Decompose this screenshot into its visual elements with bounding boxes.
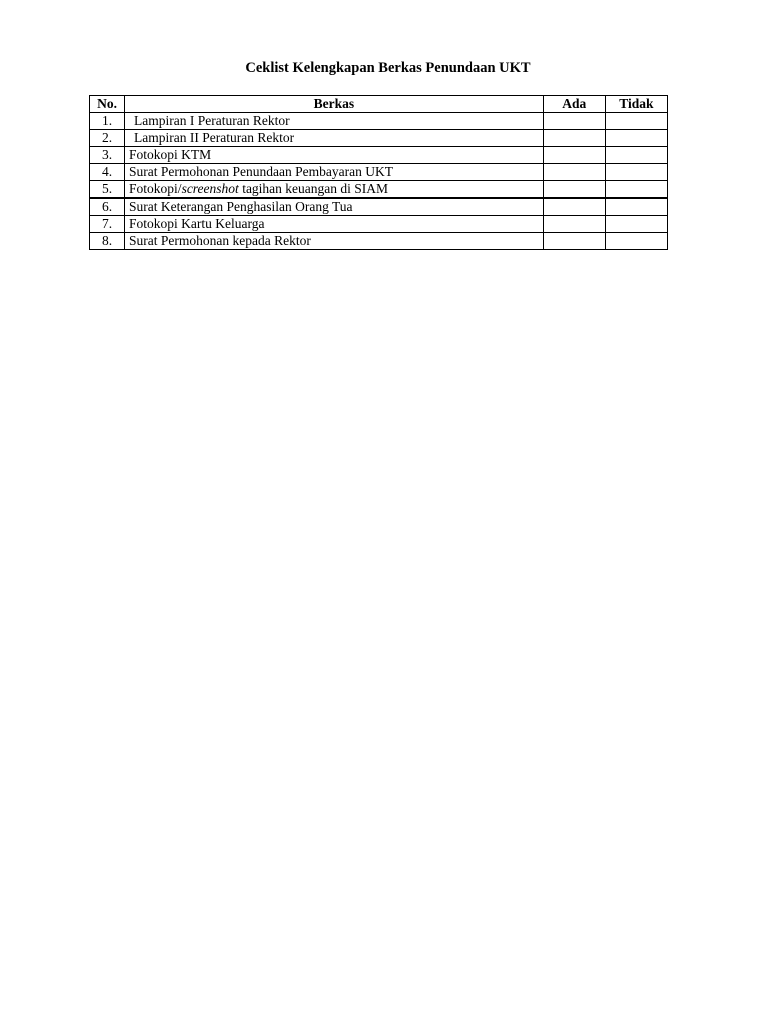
table-row (90, 164, 668, 181)
table-row (90, 147, 668, 164)
document-name-italic: screenshot (181, 181, 239, 196)
tidak-checkbox-cell[interactable] (605, 147, 667, 164)
document-name: Lampiran II Peraturan Rektor (125, 130, 544, 147)
ada-checkbox-cell[interactable] (543, 130, 605, 147)
row-number: 1. (90, 113, 125, 130)
row-number: 6. (90, 198, 125, 216)
table-row (90, 130, 668, 147)
tidak-checkbox-cell[interactable] (605, 198, 667, 216)
ada-checkbox-cell[interactable] (543, 164, 605, 181)
tidak-checkbox-cell[interactable] (605, 164, 667, 181)
document-name-suffix: tagihan keuangan di SIAM (238, 181, 389, 196)
ada-checkbox-cell[interactable] (543, 147, 605, 164)
checklist-table (89, 95, 668, 250)
document-name: Fotokopi Kartu Keluarga (125, 216, 544, 233)
table-row (90, 181, 668, 199)
document-name: Fotokopi KTM (125, 147, 544, 164)
ada-checkbox-cell[interactable] (543, 198, 605, 216)
column-header-tidak: Tidak (605, 96, 667, 113)
row-number: 4. (90, 164, 125, 181)
ada-checkbox-cell[interactable] (543, 216, 605, 233)
column-header-no: No. (90, 96, 125, 113)
tidak-checkbox-cell[interactable] (605, 113, 667, 130)
tidak-checkbox-cell[interactable] (605, 181, 667, 199)
row-number: 2. (90, 130, 125, 147)
page-title: Ceklist Kelengkapan Berkas Penundaan UKT (245, 60, 531, 76)
tidak-checkbox-cell[interactable] (605, 233, 667, 250)
document-name: Lampiran I Peraturan Rektor (125, 113, 544, 130)
table-row (90, 113, 668, 130)
row-number: 7. (90, 216, 125, 233)
tidak-checkbox-cell[interactable] (605, 130, 667, 147)
row-number: 5. (90, 181, 125, 199)
ada-checkbox-cell[interactable] (543, 233, 605, 250)
table-row (90, 216, 668, 233)
document-name-prefix: Fotokopi/ (129, 181, 182, 196)
column-header-ada: Ada (543, 96, 605, 113)
table-row (90, 233, 668, 250)
table-header-row (90, 96, 668, 113)
document-name (125, 181, 544, 199)
column-header-berkas: Berkas (125, 96, 544, 113)
row-number: 3. (90, 147, 125, 164)
document-name: Surat Permohonan kepada Rektor (125, 233, 544, 250)
table-row (90, 198, 668, 216)
document-name: Surat Keterangan Penghasilan Orang Tua (125, 198, 544, 216)
tidak-checkbox-cell[interactable] (605, 216, 667, 233)
ada-checkbox-cell[interactable] (543, 181, 605, 199)
ada-checkbox-cell[interactable] (543, 113, 605, 130)
document-name: Surat Permohonan Penundaan Pembayaran UKT (125, 164, 544, 181)
row-number: 8. (90, 233, 125, 250)
